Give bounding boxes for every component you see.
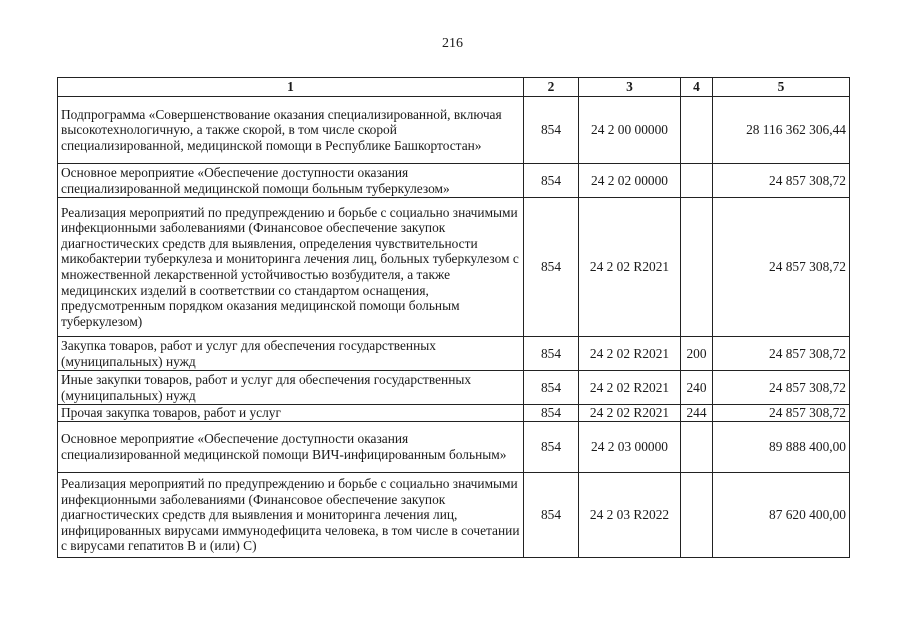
row-amount: 24 857 308,72 xyxy=(713,198,850,337)
row-name: Реализация мероприятий по предупреждению и борьбе с социально значимыми инфекционными заболеваниями (Финансовое обеспечение закупок диагностических средств для выявления и мониторинга лечения лиц, инфицированных вирусами иммунодефицита человека, в том числе в сочетании с вирусами гепатитов В и (или) С) xyxy=(58,473,524,558)
page-number: 216 xyxy=(442,36,463,51)
row-ministry: 854 xyxy=(524,422,579,473)
row-amount: 24 857 308,72 xyxy=(713,405,850,422)
row-ministry: 854 xyxy=(524,164,579,198)
row-csr: 24 2 02 00000 xyxy=(579,164,681,198)
row-amount: 24 857 308,72 xyxy=(713,337,850,371)
budget-table xyxy=(57,77,850,558)
row-csr: 24 2 02 R2021 xyxy=(579,337,681,371)
row-ministry: 854 xyxy=(524,198,579,337)
table-row xyxy=(58,405,850,422)
row-amount: 24 857 308,72 xyxy=(713,164,850,198)
header-col-3: 3 xyxy=(579,78,681,97)
header-col-4: 4 xyxy=(681,78,713,97)
row-ministry: 854 xyxy=(524,473,579,558)
table-row xyxy=(58,371,850,405)
row-vr: 240 xyxy=(681,371,713,405)
row-amount: 28 116 362 306,44 xyxy=(713,97,850,164)
row-vr xyxy=(681,164,713,198)
row-csr: 24 2 03 00000 xyxy=(579,422,681,473)
row-csr: 24 2 00 00000 xyxy=(579,97,681,164)
row-ministry: 854 xyxy=(524,337,579,371)
row-name: Основное мероприятие «Обеспечение доступности оказания специализированной медицинской помощи ВИЧ-инфицированным больным» xyxy=(58,422,524,473)
header-col-1: 1 xyxy=(58,78,524,97)
row-name: Закупка товаров, работ и услуг для обеспечения государственных (муниципальных) нужд xyxy=(58,337,524,371)
row-ministry: 854 xyxy=(524,371,579,405)
table-row xyxy=(58,473,850,558)
row-name: Иные закупки товаров, работ и услуг для обеспечения государственных (муниципальных) нужд xyxy=(58,371,524,405)
row-name: Подпрограмма «Совершенствование оказания специализированной, включая высокотехнологичную, а также скорой, в том числе скорой специализированной, медицинской помощи в Республике Башкортостан» xyxy=(58,97,524,164)
row-name: Прочая закупка товаров, работ и услуг xyxy=(58,405,524,422)
header-col-2: 2 xyxy=(524,78,579,97)
row-vr: 200 xyxy=(681,337,713,371)
header-row xyxy=(58,78,850,97)
row-ministry: 854 xyxy=(524,97,579,164)
header-col-5: 5 xyxy=(713,78,850,97)
row-vr xyxy=(681,473,713,558)
table-row xyxy=(58,422,850,473)
row-vr: 244 xyxy=(681,405,713,422)
row-vr xyxy=(681,97,713,164)
table-row xyxy=(58,337,850,371)
row-vr xyxy=(681,198,713,337)
row-amount: 87 620 400,00 xyxy=(713,473,850,558)
row-csr: 24 2 02 R2021 xyxy=(579,371,681,405)
row-amount: 89 888 400,00 xyxy=(713,422,850,473)
table-row xyxy=(58,198,850,337)
row-csr: 24 2 02 R2021 xyxy=(579,405,681,422)
row-amount: 24 857 308,72 xyxy=(713,371,850,405)
row-name: Основное мероприятие «Обеспечение доступности оказания специализированной медицинской помощи больным туберкулезом» xyxy=(58,164,524,198)
row-vr xyxy=(681,422,713,473)
table-row xyxy=(58,164,850,198)
table-row xyxy=(58,97,850,164)
row-ministry: 854 xyxy=(524,405,579,422)
row-name: Реализация мероприятий по предупреждению и борьбе с социально значимыми инфекционными заболеваниями (Финансовое обеспечение закупок диагностических средств для выявления, определения чувствительности микобактерии туберкулеза и мониторинга лечения лиц, больных туберкулезом с множественной лекарственной устойчивостью возбудителя, а также медицинских изделий в соответствии со стандартом оснащения, предусмотренным порядком оказания медицинской помощи больным туберкулезом) xyxy=(58,198,524,337)
row-csr: 24 2 03 R2022 xyxy=(579,473,681,558)
row-csr: 24 2 02 R2021 xyxy=(579,198,681,337)
